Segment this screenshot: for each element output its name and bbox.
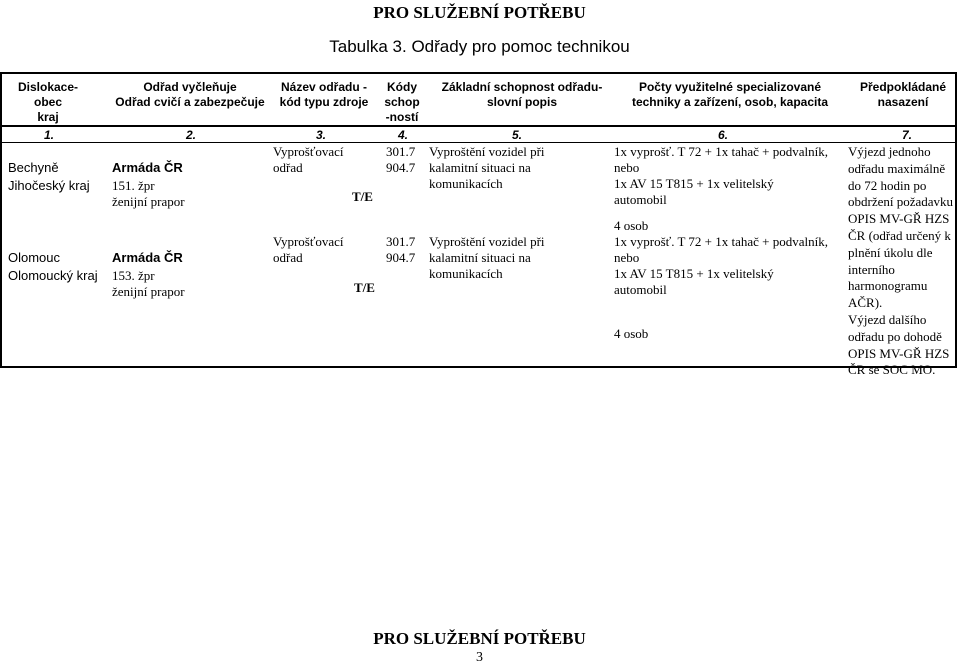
row-detachment-name-2: odřad <box>273 250 303 265</box>
column-number-5: 5. <box>512 128 523 142</box>
deployment-note: Výjezd jednoho odřadu maximálně do 72 hodin po obdržení požadavku OPIS MV-GŘ HZS ČR (odřad určený k plnění úkolu dle interního harmonogramu AČR). Výjezd dalšího odřadu po dohodě OPIS MV-GŘ HZS ČR se SOC MO. <box>848 144 954 378</box>
document-header: PRO SLUŽEBNÍ POTŘEBU <box>373 3 586 22</box>
row-description-2: kalamitní situaci na <box>429 250 531 265</box>
row-unit-name: ženijní prapor <box>112 194 185 209</box>
row-region: Olomoucký kraj <box>8 268 98 283</box>
row-equipment-2: nebo <box>614 250 640 265</box>
row-region: Jihočeský kraj <box>8 178 90 193</box>
column-header-equipment: Počty využitelné specializované techniky a zařízení, osob, kapacita <box>631 80 829 109</box>
column-header-deployment: Předpokládané nasazení <box>859 80 947 109</box>
column-number-3: 3. <box>316 128 327 142</box>
row-description-1: Vyproštění vozidel při <box>429 234 545 249</box>
column-header-provider: Odřad vyčleňuje Odřad cvičí a zabezpečuje <box>115 80 265 109</box>
row-code-2: 904.7 <box>386 160 416 175</box>
row-unit-name: ženijní prapor <box>112 284 185 299</box>
row-place: Olomouc <box>8 250 61 265</box>
document-footer: PRO SLUŽEBNÍ POTŘEBU <box>373 629 586 648</box>
page-number: 3 <box>476 650 483 665</box>
row-description-1: Vyproštění vozidel při <box>429 144 545 159</box>
row-provider: Armáda ČR <box>112 160 183 175</box>
column-header-location: Dislokace- obec kraj <box>17 80 79 124</box>
row-place: Bechyně <box>8 160 59 175</box>
row-equipment-3: 1x AV 15 T815 + 1x velitelský <box>614 266 774 281</box>
row-description-3: komunikacích <box>429 176 503 191</box>
column-number-6: 6. <box>718 128 729 142</box>
row-persons: 4 osob <box>614 218 649 233</box>
row-detachment-name-2: odřad <box>273 160 303 175</box>
row-unit-number: 151. žpr <box>112 178 155 193</box>
column-number-4: 4. <box>398 128 409 142</box>
row-code-2: 904.7 <box>386 250 416 265</box>
column-number-1: 1. <box>44 128 55 142</box>
column-number-2: 2. <box>186 128 197 142</box>
table-title: Tabulka 3. Odřady pro pomoc technikou <box>329 37 630 56</box>
row-equipment-2: nebo <box>614 160 640 175</box>
units-table <box>0 72 957 378</box>
row-code-1: 301.7 <box>386 234 416 249</box>
header-rule <box>2 125 957 127</box>
row-provider: Armáda ČR <box>112 250 183 265</box>
column-header-unit-name: Název odřadu - kód typu zdroje <box>279 80 369 109</box>
row-type-code: T/E <box>354 280 375 295</box>
row-description-2: kalamitní situaci na <box>429 160 531 175</box>
column-header-capability-description: Základní schopnost odřadu- slovní popis <box>441 80 603 109</box>
row-equipment-1: 1x vyprošť. T 72 + 1x tahač + podvalník, <box>614 234 828 249</box>
row-code-1: 301.7 <box>386 144 416 159</box>
row-persons: 4 osob <box>614 326 649 341</box>
row-equipment-4: automobil <box>614 192 667 207</box>
row-detachment-name: Vyprošťovací <box>273 234 344 249</box>
row-detachment-name: Vyprošťovací <box>273 144 344 159</box>
row-unit-number: 153. žpr <box>112 268 155 283</box>
row-equipment-4: automobil <box>614 282 667 297</box>
number-rule <box>2 142 957 143</box>
row-type-code: T/E <box>352 189 373 204</box>
row-equipment-3: 1x AV 15 T815 + 1x velitelský <box>614 176 774 191</box>
row-equipment-1: 1x vyprošť. T 72 + 1x tahač + podvalník, <box>614 144 828 159</box>
column-number-7: 7. <box>902 128 913 142</box>
row-description-3: komunikacích <box>429 266 503 281</box>
column-header-capability-codes: Kódy schop -ností <box>384 80 420 124</box>
